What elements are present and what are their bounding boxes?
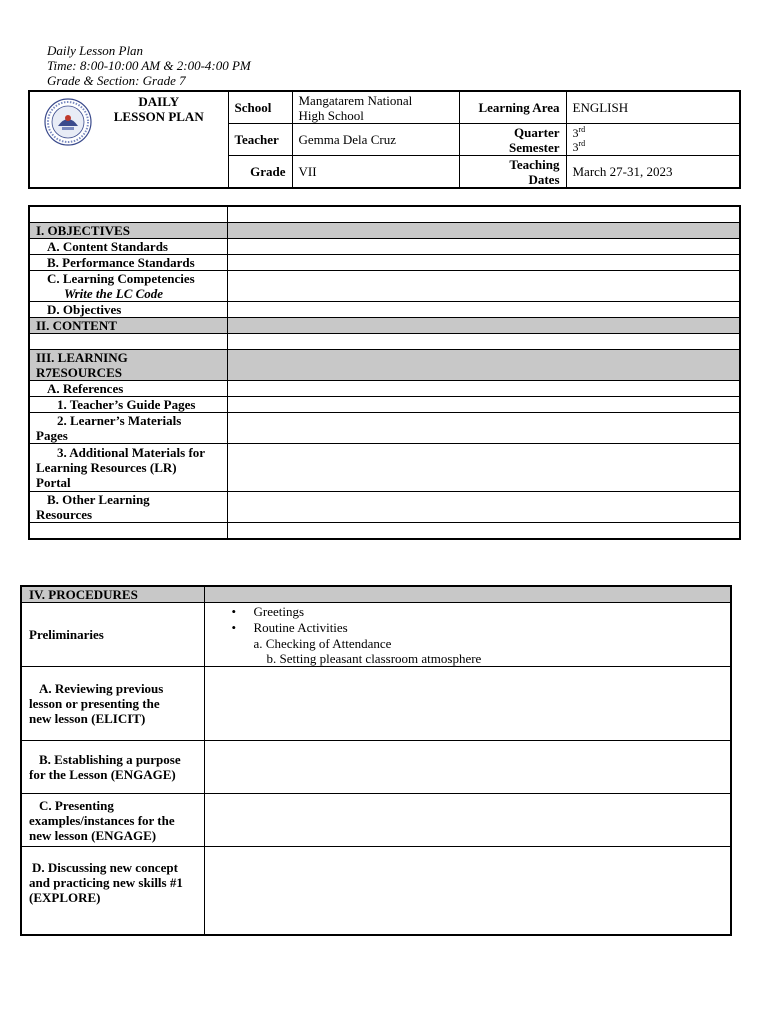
performance-standards-value <box>227 255 740 271</box>
deped-seal-icon <box>44 98 92 146</box>
header-grade-section: Grade & Section: Grade 7 <box>47 73 186 88</box>
quarter-semester-value: 3rd 3rd <box>566 124 740 156</box>
section-objectives: I. OBJECTIVES <box>29 223 227 239</box>
lesson-info-table <box>28 90 741 189</box>
school-label: School <box>228 91 292 124</box>
grade-value: VII <box>292 156 459 189</box>
bullet-greetings: • Greetings <box>232 604 724 620</box>
blank-footer-cell <box>29 523 227 540</box>
content-standards-label: A. Content Standards <box>29 239 227 255</box>
preliminaries-label: Preliminaries <box>21 603 204 667</box>
section-procedures: IV. PROCEDURES <box>21 586 204 603</box>
school-value: Mangatarem National High School <box>292 91 459 124</box>
quarter-semester-label: Quarter Semester <box>459 124 566 156</box>
sub-attendance: a. Checking of Attendance <box>253 636 392 651</box>
references-label: A. References <box>29 381 227 397</box>
learning-area-value: ENGLISH <box>566 91 740 124</box>
other-resources-value <box>227 492 740 523</box>
engage-purpose-label: B. Establishing a purpose for the Lesson (ENGAGE) <box>21 741 204 794</box>
other-resources-label: B. Other Learning Resources <box>29 492 227 523</box>
content-value <box>29 334 227 350</box>
header-title: Daily Lesson Plan <box>47 43 144 58</box>
elicit-value <box>204 667 731 741</box>
section-content: II. CONTENT <box>29 318 227 334</box>
dlp-title: DAILY LESSON PLAN <box>113 94 204 124</box>
teachers-guide-value <box>227 397 740 413</box>
section-learning-resources: III. LEARNING R7ESOURCES <box>29 350 227 381</box>
content-standards-value <box>227 239 740 255</box>
explore-value <box>204 847 731 936</box>
header-time: Time: 8:00-10:00 AM & 2:00-4:00 PM <box>47 58 251 73</box>
teacher-label: Teacher <box>228 124 292 156</box>
performance-standards-label: B. Performance Standards <box>29 255 227 271</box>
objectives-table <box>28 205 741 540</box>
elicit-label: A. Reviewing previous lesson or presenting the new lesson (ELICIT) <box>21 667 204 741</box>
objectives-d-label: D. Objectives <box>29 302 227 318</box>
teaching-dates-value: March 27-31, 2023 <box>566 156 740 189</box>
procedures-table <box>20 585 732 936</box>
lc-code-note: Write the LC Code <box>64 286 164 301</box>
teaching-dates-label: Teaching Dates <box>459 156 566 189</box>
learning-area-label: Learning Area <box>459 91 566 124</box>
blank-header-cell <box>29 206 227 223</box>
objectives-d-value <box>227 302 740 318</box>
learning-competencies-value <box>227 271 740 302</box>
engage-purpose-value <box>204 741 731 794</box>
learning-competencies-label: C. Learning Competencies Write the LC Code <box>29 271 227 302</box>
document-header <box>47 43 251 88</box>
engage-examples-value <box>204 794 731 847</box>
learners-materials-value <box>227 413 740 444</box>
teacher-value: Gemma Dela Cruz <box>292 124 459 156</box>
engage-examples-label: C. Presenting examples/instances for the new lesson (ENGAGE) <box>21 794 204 847</box>
teachers-guide-label: 1. Teacher’s Guide Pages <box>29 397 227 413</box>
explore-label: D. Discussing new concept and practicing new skills #1 (EXPLORE) <box>21 847 204 936</box>
additional-materials-value <box>227 444 740 492</box>
grade-label: Grade <box>228 156 292 189</box>
additional-materials-label: 3. Additional Materials for Learning Resources (LR) Portal <box>29 444 227 492</box>
logo-title-cell <box>29 91 228 188</box>
learners-materials-label: 2. Learner’s Materials Pages <box>29 413 227 444</box>
bullet-routine: • Routine Activities <box>232 620 724 636</box>
preliminaries-content <box>204 603 731 667</box>
sub-atmosphere: b. Setting pleasant classroom atmosphere <box>266 651 482 666</box>
